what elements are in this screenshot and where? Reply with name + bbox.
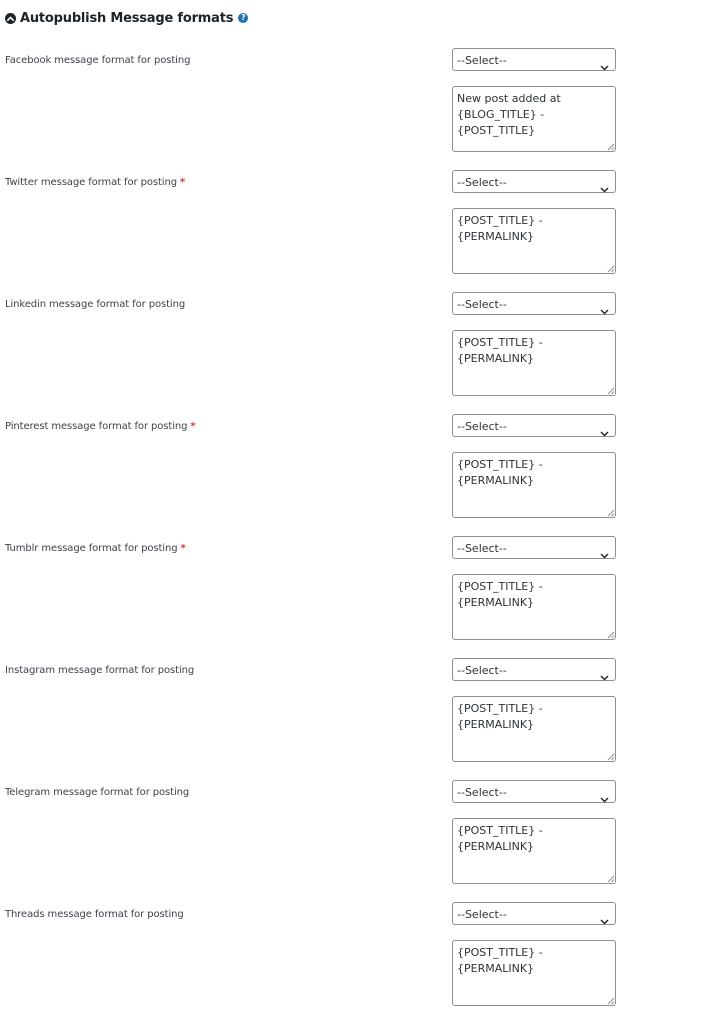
setting-row-instagram	[0, 665, 725, 787]
format-textarea-facebook[interactable]	[452, 86, 616, 152]
required-marker: *	[179, 177, 186, 188]
format-textarea-instagram[interactable]	[452, 696, 616, 762]
chevron-down-icon	[600, 544, 609, 563]
setting-row-linkedin	[0, 299, 725, 421]
chevron-down-icon	[600, 422, 609, 441]
format-select-telegram[interactable]	[452, 780, 616, 803]
select-value: --Select--	[457, 786, 507, 799]
row-label: Tumblr message format for posting *	[5, 543, 186, 554]
required-marker: *	[190, 421, 196, 432]
resize-grip-icon[interactable]	[606, 752, 615, 761]
row-label: Linkedin message format for posting	[5, 299, 186, 310]
setting-row-tumblr	[0, 543, 725, 665]
select-value: --Select--	[457, 54, 507, 67]
required-marker: *	[180, 543, 186, 554]
row-label: Facebook message format for posting	[5, 55, 191, 66]
resize-grip-icon[interactable]	[606, 386, 615, 395]
format-select-twitter[interactable]	[452, 170, 616, 193]
section-title: Autopublish Message formats	[20, 10, 234, 26]
select-value: --Select--	[457, 908, 507, 921]
row-label: Pinterest message format for posting *	[5, 421, 196, 432]
chevron-down-icon	[600, 56, 609, 75]
format-textarea-threads[interactable]	[452, 940, 616, 1006]
row-label: Twitter message format for posting *	[5, 177, 186, 188]
select-value: --Select--	[457, 420, 507, 433]
select-value: --Select--	[457, 176, 507, 189]
setting-row-pinterest	[0, 421, 725, 543]
chevron-down-icon	[600, 300, 609, 319]
question-circle-icon[interactable]: ?	[238, 13, 248, 23]
format-textarea-tumblr[interactable]	[452, 574, 616, 640]
chevron-up-circle-icon[interactable]	[5, 13, 16, 24]
format-select-pinterest[interactable]	[452, 414, 616, 437]
format-select-threads[interactable]	[452, 902, 616, 925]
format-textarea-pinterest[interactable]	[452, 452, 616, 518]
resize-grip-icon[interactable]	[606, 874, 615, 883]
format-textarea-linkedin[interactable]	[452, 330, 616, 396]
setting-row-telegram	[0, 787, 725, 909]
resize-grip-icon[interactable]	[606, 264, 615, 273]
section-header[interactable]	[5, 9, 248, 27]
chevron-down-icon	[600, 178, 609, 197]
select-value: --Select--	[457, 542, 507, 555]
row-label: Telegram message format for posting	[5, 787, 190, 798]
format-select-tumblr[interactable]	[452, 536, 616, 559]
resize-grip-icon[interactable]	[606, 508, 615, 517]
format-textarea-telegram[interactable]	[452, 818, 616, 884]
setting-row-facebook	[0, 55, 725, 177]
chevron-down-icon	[600, 910, 609, 929]
format-select-instagram[interactable]	[452, 658, 616, 681]
format-select-linkedin[interactable]	[452, 292, 616, 315]
format-textarea-twitter[interactable]	[452, 208, 616, 274]
resize-grip-icon[interactable]	[606, 996, 615, 1005]
row-label: Threads message format for posting	[5, 909, 184, 920]
select-value: --Select--	[457, 298, 507, 311]
chevron-down-icon	[600, 666, 609, 685]
setting-row-twitter	[0, 177, 725, 299]
resize-grip-icon[interactable]	[606, 142, 615, 151]
resize-grip-icon[interactable]	[606, 630, 615, 639]
format-select-facebook[interactable]	[452, 48, 616, 71]
row-label: Instagram message format for posting	[5, 665, 195, 676]
setting-row-threads	[0, 909, 725, 1031]
select-value: --Select--	[457, 664, 507, 677]
chevron-down-icon	[600, 788, 609, 807]
